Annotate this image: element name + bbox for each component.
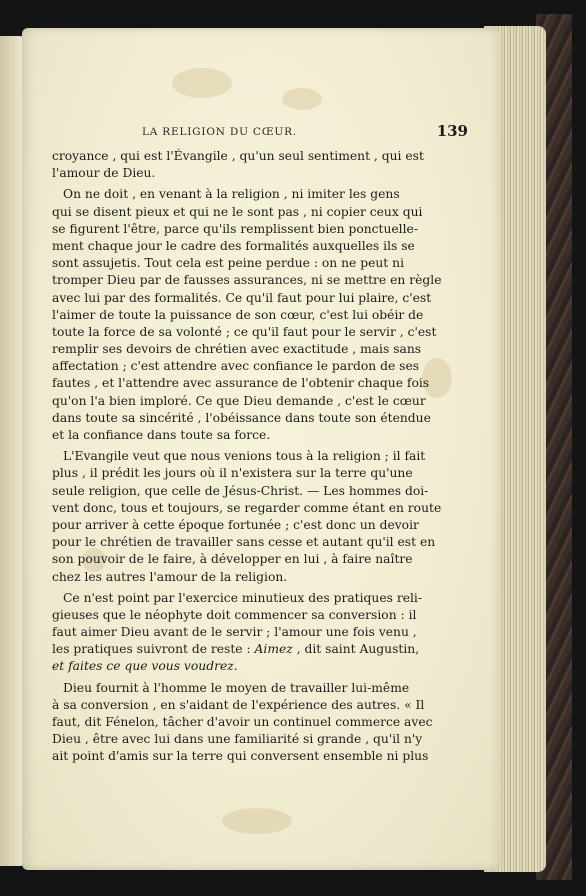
text-line: les pratiques suivront de reste : Aimez , dit saint Augustin, — [52, 642, 420, 657]
text-line: avec lui par des formalités. Ce qu'il faut pour lui plaire, c'est — [52, 290, 432, 305]
text-line: gieuses que le néophyte doit commencer sa conversion : il — [52, 607, 417, 622]
text-line: ait point d'amis sur la terre qui conversent ensemble ni plus — [52, 749, 429, 764]
foxing-stain — [282, 88, 322, 110]
text-line: pour le chrétien de travailler sans cesse et autant qu'il est en — [52, 535, 436, 550]
paragraph — [52, 186, 442, 444]
text-line: seule religion, que celle de Jésus-Christ. — Les hommes doi- — [52, 483, 429, 498]
text-line: qu'on l'a bien imploré. Ce que Dieu demande , c'est le cœur — [52, 393, 426, 408]
page-number: 139 — [436, 122, 468, 140]
page-header — [142, 124, 468, 144]
text-line: Ce n'est point par l'exercice minutieux des pratiques reli- — [63, 590, 423, 605]
text-line: son pouvoir de le faire, à développer en lui , à faire naître — [52, 552, 413, 567]
text-line: se figurent l'être, parce qu'ils remplissent bien ponctuelle- — [52, 221, 418, 236]
text-line: On ne doit , en venant à la religion , ni imiter les gens — [63, 187, 400, 202]
text-line: fautes , et l'attendre avec assurance de l'obtenir chaque fois — [52, 376, 430, 391]
text-line: Dieu , être avec lui dans une familiarité si grande , qu'il n'y — [52, 732, 423, 747]
text-line: chez les autres l'amour de la religion. — [52, 569, 288, 584]
text-line: remplir ses devoirs de chrétien avec exactitude , mais sans — [52, 342, 422, 357]
body-text — [52, 148, 442, 766]
text-line: faut aimer Dieu avant de le servir ; l'amour une fois venu , — [52, 625, 417, 640]
text-line: et faites ce que vous voudrez. — [52, 659, 238, 674]
foxing-stain — [222, 808, 292, 834]
text-line: dans toute sa sincérité , l'obéissance dans toute son étendue — [52, 410, 431, 425]
text-line: affectation ; c'est attendre avec confiance le pardon de ses — [52, 359, 420, 374]
text-line: et la confiance dans toute sa force. — [52, 428, 271, 442]
paragraph — [52, 448, 442, 586]
left-page-leaf — [0, 36, 24, 866]
text-line: sont assujetis. Tout cela est peine perdue : on ne peut ni — [52, 256, 404, 271]
text-line: à sa conversion , en s'aidant de l'expérience des autres. « Il — [52, 697, 425, 712]
paragraph — [52, 680, 433, 766]
text-line: l'aimer de toute la puissance de son cœur, c'est lui obéir de — [52, 307, 424, 322]
text-line: toute la force de sa volonté ; ce qu'il faut pour le servir , c'est — [52, 324, 437, 339]
paragraph — [52, 148, 424, 182]
text-line: croyance , qui est l'Évangile , qu'un seul sentiment , qui est — [52, 149, 424, 163]
running-title: LA RELIGION DU CŒUR. — [142, 126, 297, 138]
text-line: L'Evangile veut que nous venions tous à la religion ; il fait — [63, 449, 426, 464]
text-line: pour arriver à cette époque fortunée ; c'est donc un devoir — [52, 517, 419, 532]
text-line: Dieu fournit à l'homme le moyen de travailler lui-même — [63, 680, 410, 695]
foxing-stain — [172, 68, 232, 98]
text-line: qui se disent pieux et qui ne le sont pas , ni copier ceux qui — [52, 204, 423, 219]
text-line: faut, dit Fénelon, tâcher d'avoir un continuel commerce avec — [52, 715, 433, 729]
text-line: l'amour de Dieu. — [52, 166, 156, 181]
paragraph — [52, 590, 423, 676]
text-line: tromper Dieu par de fausses assurances, ni se mettre en règle — [52, 273, 442, 288]
text-line: ment chaque jour le cadre des formalités auxquelles ils se — [52, 238, 415, 253]
text-line: plus , il prédit les jours où il n'existera sur la terre qu'une — [52, 466, 413, 481]
text-line: vent donc, tous et toujours, se regarder comme étant en route — [52, 500, 442, 515]
